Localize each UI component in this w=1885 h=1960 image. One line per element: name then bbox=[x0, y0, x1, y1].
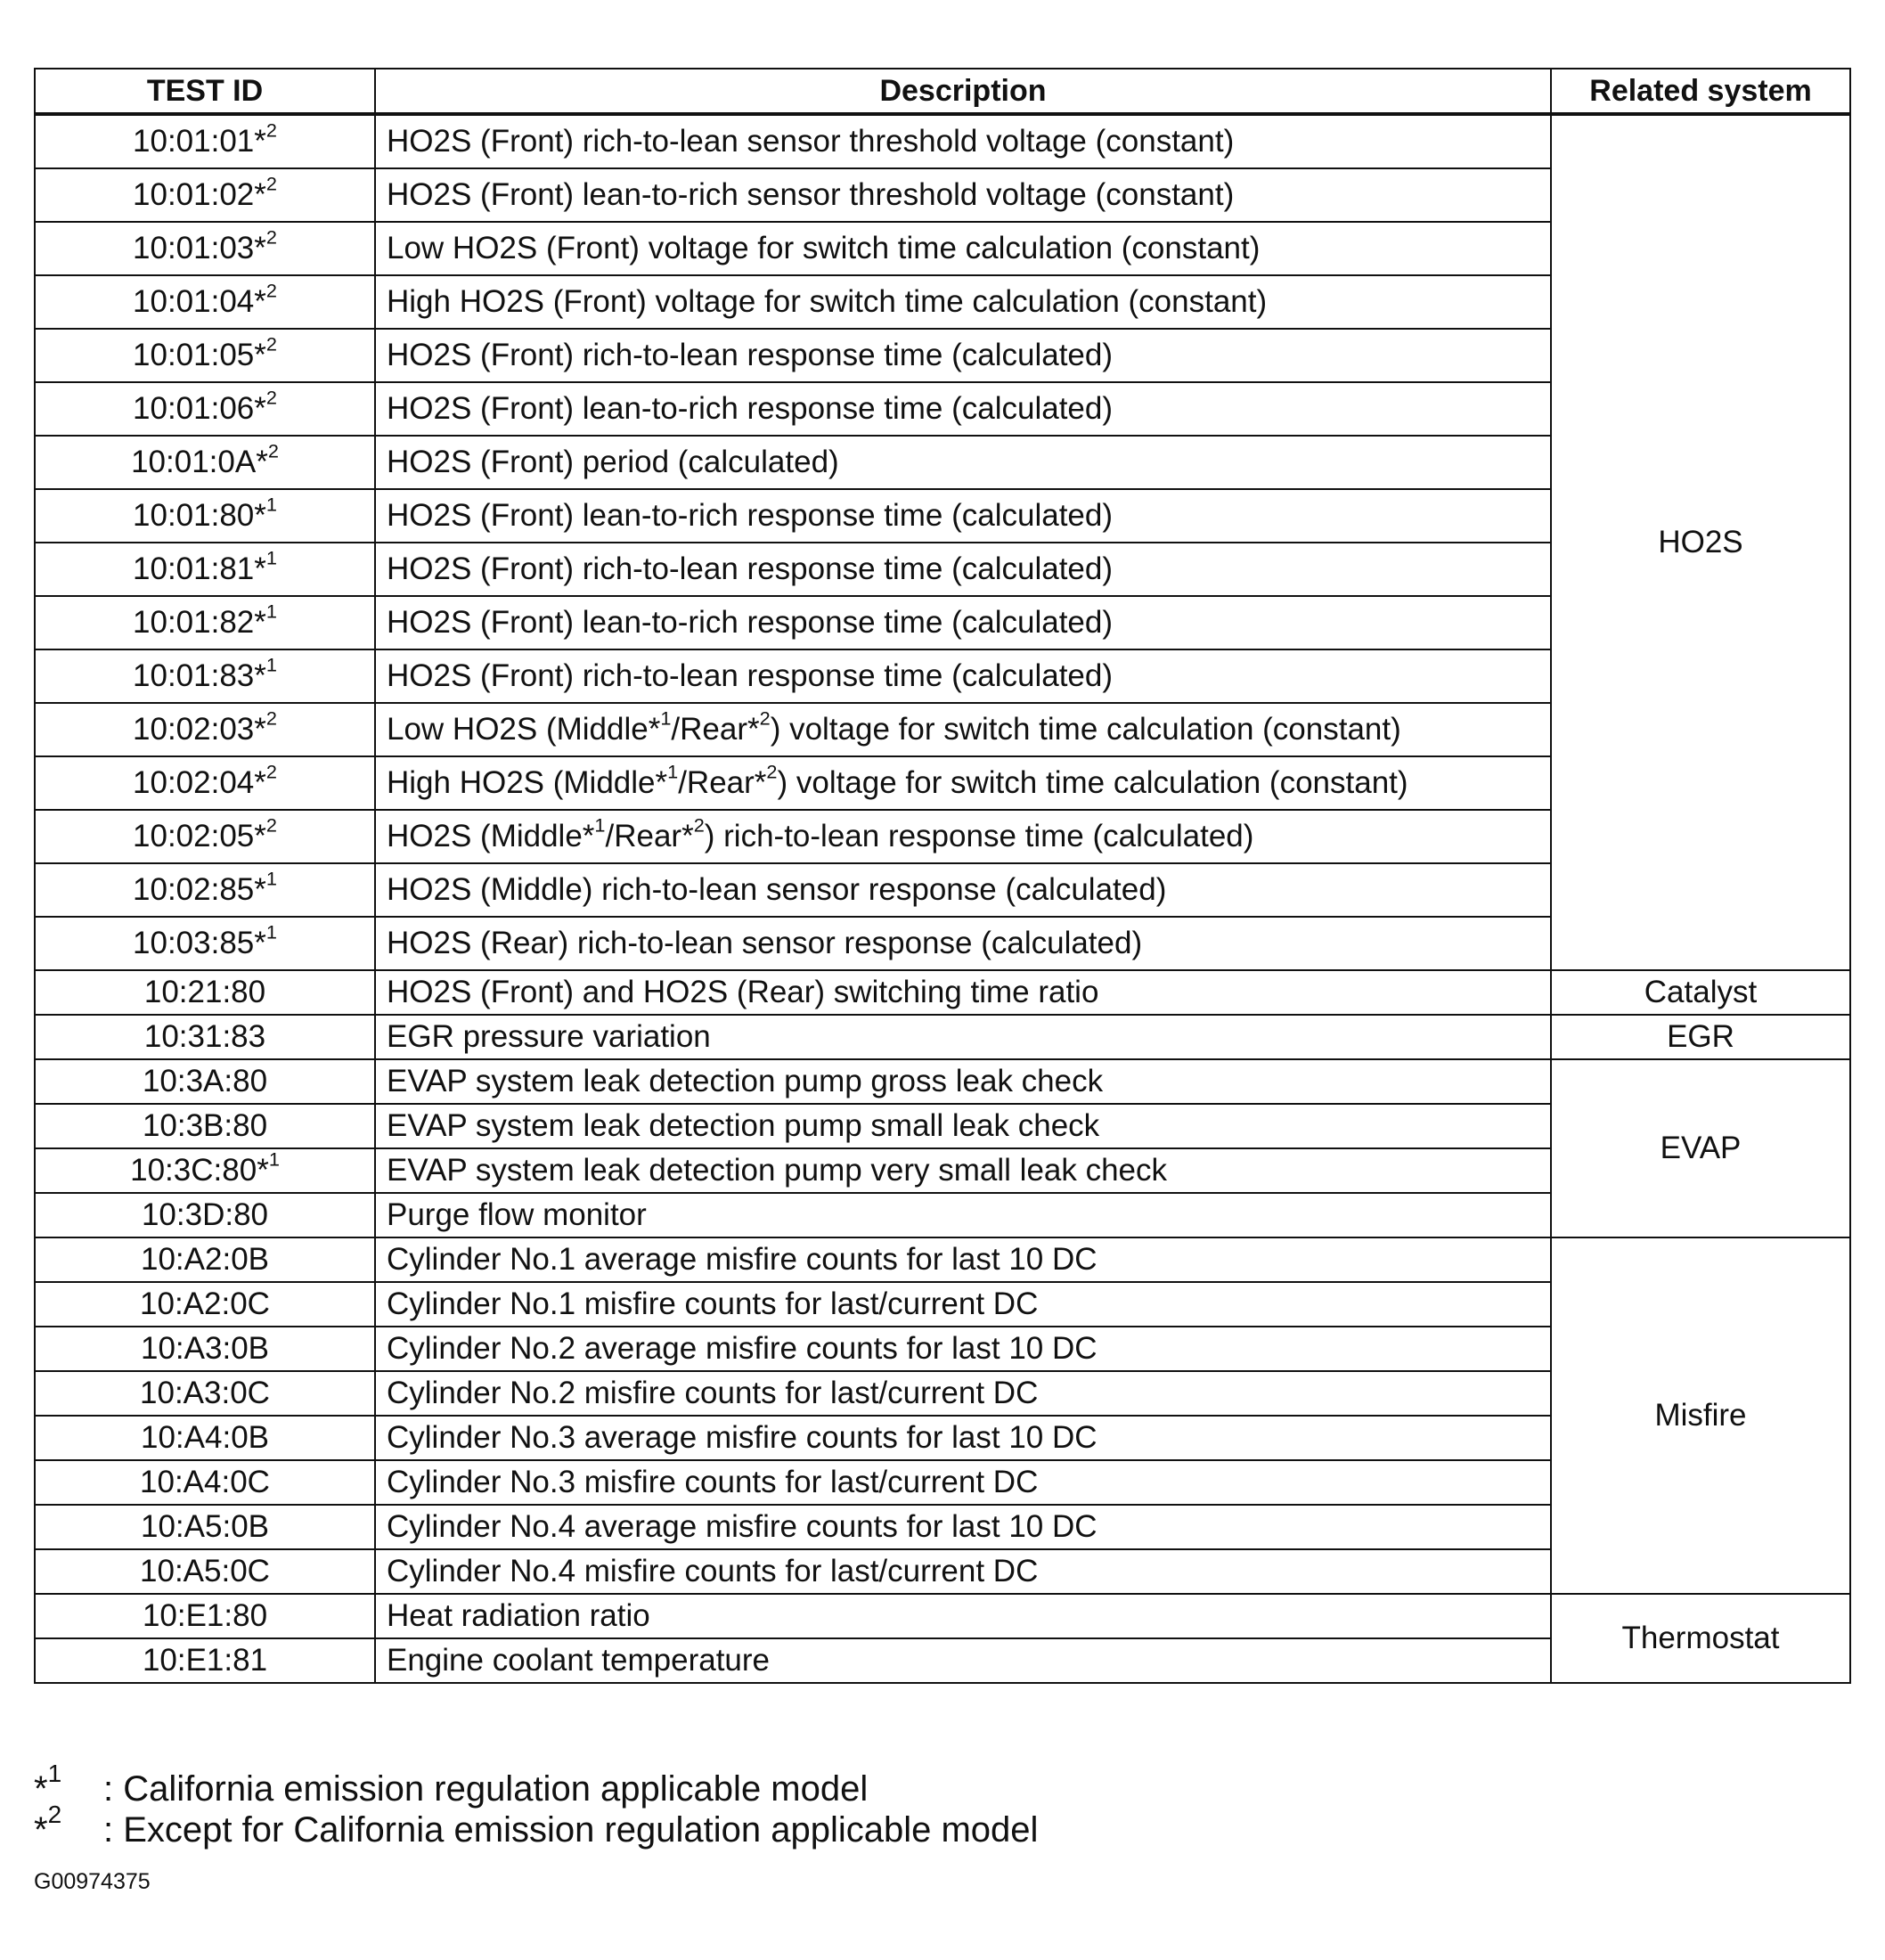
test-id-cell bbox=[35, 1327, 375, 1371]
test-id-cell bbox=[35, 382, 375, 436]
test-id-value: 10:02:03 bbox=[133, 712, 255, 747]
description-cell bbox=[375, 1371, 1551, 1416]
test-id-value: 10:A4:0B bbox=[141, 1420, 269, 1455]
test-id-value: 10:01:01 bbox=[133, 124, 255, 159]
test-id-value: 10:01:03 bbox=[133, 231, 255, 265]
test-id-cell bbox=[35, 917, 375, 970]
test-id-mark: *$^2$ bbox=[254, 118, 277, 159]
description-cell bbox=[375, 382, 1551, 436]
description-cell bbox=[375, 810, 1551, 863]
footnotes bbox=[34, 1760, 1039, 1850]
description-cell bbox=[375, 114, 1551, 168]
description-text: HO2S (Middle) rich-to-lean sensor response (calculated) bbox=[387, 872, 1167, 907]
description-text: EVAP system leak detection pump very small leak check bbox=[387, 1153, 1168, 1188]
test-id-mark: *$^2$ bbox=[254, 386, 277, 426]
test-id-cell bbox=[35, 1416, 375, 1460]
test-id-mark: *$^2$ bbox=[254, 760, 277, 800]
description-text: Cylinder No.1 average misfire counts for last 10 DC bbox=[387, 1242, 1098, 1277]
description-cell bbox=[375, 1460, 1551, 1505]
description-cell bbox=[375, 489, 1551, 543]
description-text: HO2S (Front) period (calculated) bbox=[387, 445, 839, 479]
test-id-mark: *$^1$ bbox=[257, 1148, 280, 1188]
description-cell bbox=[375, 1327, 1551, 1371]
test-id-value: 10:01:81 bbox=[133, 551, 255, 586]
test-id-cell bbox=[35, 970, 375, 1015]
header-related-system: Related system bbox=[1551, 69, 1850, 114]
test-id-mark: *$^1$ bbox=[254, 600, 277, 640]
test-id-value: 10:A4:0C bbox=[140, 1465, 270, 1499]
description-text: Purge flow monitor bbox=[387, 1197, 647, 1232]
test-id-cell bbox=[35, 1638, 375, 1683]
test-id-cell bbox=[35, 863, 375, 917]
test-id-value: 10:02:04 bbox=[133, 765, 255, 800]
test-id-value: 10:3A:80 bbox=[142, 1064, 268, 1098]
test-id-mark: *$^2$ bbox=[254, 172, 277, 212]
test-id-cell bbox=[35, 1594, 375, 1638]
description-text: ) voltage for switch time calculation (constant) bbox=[777, 765, 1408, 800]
footnote-text: : California emission regulation applicable model bbox=[103, 1769, 869, 1809]
description-cell bbox=[375, 543, 1551, 596]
description-text: Cylinder No.2 misfire counts for last/current DC bbox=[387, 1376, 1039, 1410]
description-cell bbox=[375, 1416, 1551, 1460]
description-cell bbox=[375, 1282, 1551, 1327]
test-id-cell bbox=[35, 543, 375, 596]
test-id-value: 10:02:05 bbox=[133, 819, 255, 853]
test-id-value: 10:3B:80 bbox=[142, 1108, 268, 1143]
description-text: /Rear* bbox=[678, 765, 767, 800]
test-id-value: 10:A2:0C bbox=[140, 1286, 270, 1321]
description-cell bbox=[375, 222, 1551, 275]
footnote-text: : Except for California emission regulation applicable model bbox=[103, 1810, 1039, 1850]
test-id-mark: *$^1$ bbox=[254, 867, 277, 907]
figure-id: G00974375 bbox=[34, 1869, 151, 1894]
test-id-value: 10:01:80 bbox=[133, 498, 255, 533]
table-row bbox=[35, 1059, 1850, 1104]
test-id-mark: *$^2$ bbox=[254, 279, 277, 319]
test-id-cell bbox=[35, 1059, 375, 1104]
related-system-cell: Thermostat bbox=[1551, 1594, 1850, 1683]
test-id-value: 10:3C:80 bbox=[130, 1153, 257, 1188]
footnote bbox=[34, 1760, 1038, 1809]
description-text: HO2S (Front) rich-to-lean response time (calculated) bbox=[387, 551, 1114, 586]
test-id-value: 10:01:0A bbox=[131, 445, 257, 479]
test-id-value: 10:01:83 bbox=[133, 658, 255, 693]
test-id-cell bbox=[35, 222, 375, 275]
footnote-mark: *$^1$ bbox=[34, 1760, 62, 1809]
test-id-value: 10:3D:80 bbox=[141, 1197, 269, 1232]
test-id-value: 10:21:80 bbox=[143, 975, 266, 1009]
description-cell bbox=[375, 1015, 1551, 1059]
description-text: Cylinder No.4 misfire counts for last/current DC bbox=[387, 1554, 1039, 1588]
footnote-mark: *$^2$ bbox=[34, 1801, 62, 1850]
description-cell bbox=[375, 436, 1551, 489]
description-text: HO2S (Front) lean-to-rich response time (calculated) bbox=[387, 605, 1114, 640]
test-id-cell bbox=[35, 1015, 375, 1059]
description-superscript: 2 bbox=[766, 760, 778, 783]
description-cell bbox=[375, 1505, 1551, 1549]
description-text: EVAP system leak detection pump gross leak check bbox=[387, 1064, 1104, 1098]
test-id-value: 10:A3:0C bbox=[140, 1376, 270, 1410]
test-id-cell bbox=[35, 1148, 375, 1193]
description-cell bbox=[375, 863, 1551, 917]
table-row bbox=[35, 114, 1850, 168]
description-text: HO2S (Front) lean-to-rich response time (calculated) bbox=[387, 391, 1114, 426]
related-system-cell: Catalyst bbox=[1551, 970, 1850, 1015]
description-text: HO2S (Front) and HO2S (Rear) switching time ratio bbox=[387, 975, 1099, 1009]
description-text: High HO2S (Middle* bbox=[387, 765, 668, 800]
test-id-table bbox=[34, 68, 1851, 1684]
test-id-value: 10:A3:0B bbox=[141, 1331, 269, 1366]
test-id-cell bbox=[35, 436, 375, 489]
description-text: Cylinder No.2 average misfire counts for last 10 DC bbox=[387, 1331, 1098, 1366]
table-row bbox=[35, 1594, 1850, 1638]
description-cell bbox=[375, 756, 1551, 810]
test-id-cell bbox=[35, 1505, 375, 1549]
description-cell bbox=[375, 649, 1551, 703]
description-text: Cylinder No.3 misfire counts for last/current DC bbox=[387, 1465, 1039, 1499]
test-id-value: 10:31:83 bbox=[143, 1019, 266, 1054]
test-id-value: 10:01:82 bbox=[133, 605, 255, 640]
description-text: Cylinder No.1 misfire counts for last/current DC bbox=[387, 1286, 1039, 1321]
header-description: Description bbox=[375, 69, 1551, 114]
description-superscript: 1 bbox=[594, 813, 606, 837]
test-id-mark: *$^2$ bbox=[254, 332, 277, 372]
test-id-mark: *$^1$ bbox=[254, 920, 277, 960]
description-cell bbox=[375, 1148, 1551, 1193]
description-text: Cylinder No.4 average misfire counts for last 10 DC bbox=[387, 1509, 1098, 1544]
table-header-row bbox=[35, 69, 1850, 114]
description-text: EVAP system leak detection pump small leak check bbox=[387, 1108, 1100, 1143]
test-id-value: 10:01:02 bbox=[133, 177, 255, 212]
related-system-cell: Misfire bbox=[1551, 1237, 1850, 1594]
test-id-cell bbox=[35, 1237, 375, 1282]
related-system-cell: HO2S bbox=[1551, 114, 1850, 970]
test-id-mark: *$^1$ bbox=[254, 546, 277, 586]
test-id-cell bbox=[35, 703, 375, 756]
description-text: Low HO2S (Front) voltage for switch time calculation (constant) bbox=[387, 231, 1261, 265]
test-id-cell bbox=[35, 1460, 375, 1505]
footnote bbox=[34, 1801, 1039, 1850]
description-cell bbox=[375, 1549, 1551, 1594]
description-text: HO2S (Middle* bbox=[387, 819, 595, 853]
test-id-mark: *$^2$ bbox=[254, 225, 277, 265]
description-text: EGR pressure variation bbox=[387, 1019, 711, 1054]
test-id-value: 10:01:06 bbox=[133, 391, 255, 426]
description-cell bbox=[375, 1104, 1551, 1148]
test-id-cell bbox=[35, 756, 375, 810]
description-cell bbox=[375, 1059, 1551, 1104]
test-id-cell bbox=[35, 1371, 375, 1416]
test-id-mark: *$^2$ bbox=[254, 706, 277, 747]
description-cell bbox=[375, 275, 1551, 329]
table-row bbox=[35, 970, 1850, 1015]
description-text: High HO2S (Front) voltage for switch time calculation (constant) bbox=[387, 284, 1268, 319]
description-text: ) rich-to-lean response time (calculated) bbox=[704, 819, 1254, 853]
test-id-value: 10:E1:80 bbox=[142, 1598, 268, 1633]
test-id-mark: *$^2$ bbox=[254, 813, 277, 853]
test-id-value: 10:01:04 bbox=[133, 284, 255, 319]
description-text: Engine coolant temperature bbox=[387, 1643, 770, 1678]
description-cell bbox=[375, 596, 1551, 649]
description-cell bbox=[375, 1594, 1551, 1638]
description-cell bbox=[375, 1193, 1551, 1237]
description-text: HO2S (Front) rich-to-lean response time (calculated) bbox=[387, 658, 1114, 693]
test-id-value: 10:03:85 bbox=[133, 926, 255, 960]
test-id-value: 10:01:05 bbox=[133, 338, 255, 372]
description-text: Cylinder No.3 average misfire counts for last 10 DC bbox=[387, 1420, 1098, 1455]
test-id-mark: *$^2$ bbox=[256, 439, 279, 479]
test-id-value: 10:A5:0C bbox=[140, 1554, 270, 1588]
description-cell bbox=[375, 168, 1551, 222]
related-system-cell: EVAP bbox=[1551, 1059, 1850, 1237]
test-id-mark: *$^1$ bbox=[254, 653, 277, 693]
description-text: HO2S (Front) rich-to-lean sensor threshold voltage (constant) bbox=[387, 124, 1235, 159]
description-text: Low HO2S (Middle* bbox=[387, 712, 661, 747]
description-text: HO2S (Front) lean-to-rich sensor threshold voltage (constant) bbox=[387, 177, 1235, 212]
test-id-cell bbox=[35, 329, 375, 382]
related-system-cell: EGR bbox=[1551, 1015, 1850, 1059]
description-text: Heat radiation ratio bbox=[387, 1598, 650, 1633]
description-superscript: 2 bbox=[759, 706, 771, 730]
table-row bbox=[35, 1015, 1850, 1059]
description-cell bbox=[375, 970, 1551, 1015]
description-text: HO2S (Front) rich-to-lean response time (calculated) bbox=[387, 338, 1114, 372]
table-body bbox=[35, 114, 1850, 1683]
description-cell bbox=[375, 1638, 1551, 1683]
table-row bbox=[35, 1237, 1850, 1282]
test-id-value: 10:A2:0B bbox=[141, 1242, 269, 1277]
test-id-cell bbox=[35, 810, 375, 863]
test-id-cell bbox=[35, 275, 375, 329]
test-id-cell bbox=[35, 168, 375, 222]
test-id-value: 10:A5:0B bbox=[141, 1509, 269, 1544]
test-id-mark: *$^1$ bbox=[254, 493, 277, 533]
description-cell bbox=[375, 1237, 1551, 1282]
description-text: HO2S (Rear) rich-to-lean sensor response (calculated) bbox=[387, 926, 1143, 960]
test-id-cell bbox=[35, 1282, 375, 1327]
description-text: /Rear* bbox=[671, 712, 760, 747]
test-id-cell bbox=[35, 1104, 375, 1148]
header-test-id: TEST ID bbox=[35, 69, 375, 114]
test-id-value: 10:E1:81 bbox=[142, 1643, 268, 1678]
test-id-cell bbox=[35, 596, 375, 649]
test-id-cell bbox=[35, 1193, 375, 1237]
test-id-cell bbox=[35, 649, 375, 703]
description-cell bbox=[375, 329, 1551, 382]
description-text: ) voltage for switch time calculation (constant) bbox=[770, 712, 1401, 747]
description-cell bbox=[375, 917, 1551, 970]
test-id-cell bbox=[35, 1549, 375, 1594]
description-superscript: 1 bbox=[667, 760, 679, 783]
test-id-value: 10:02:85 bbox=[133, 872, 255, 907]
description-cell bbox=[375, 703, 1551, 756]
test-id-cell bbox=[35, 114, 375, 168]
test-id-cell bbox=[35, 489, 375, 543]
description-text: HO2S (Front) lean-to-rich response time (calculated) bbox=[387, 498, 1114, 533]
description-superscript: 2 bbox=[693, 813, 705, 837]
description-superscript: 1 bbox=[660, 706, 672, 730]
description-text: /Rear* bbox=[605, 819, 694, 853]
